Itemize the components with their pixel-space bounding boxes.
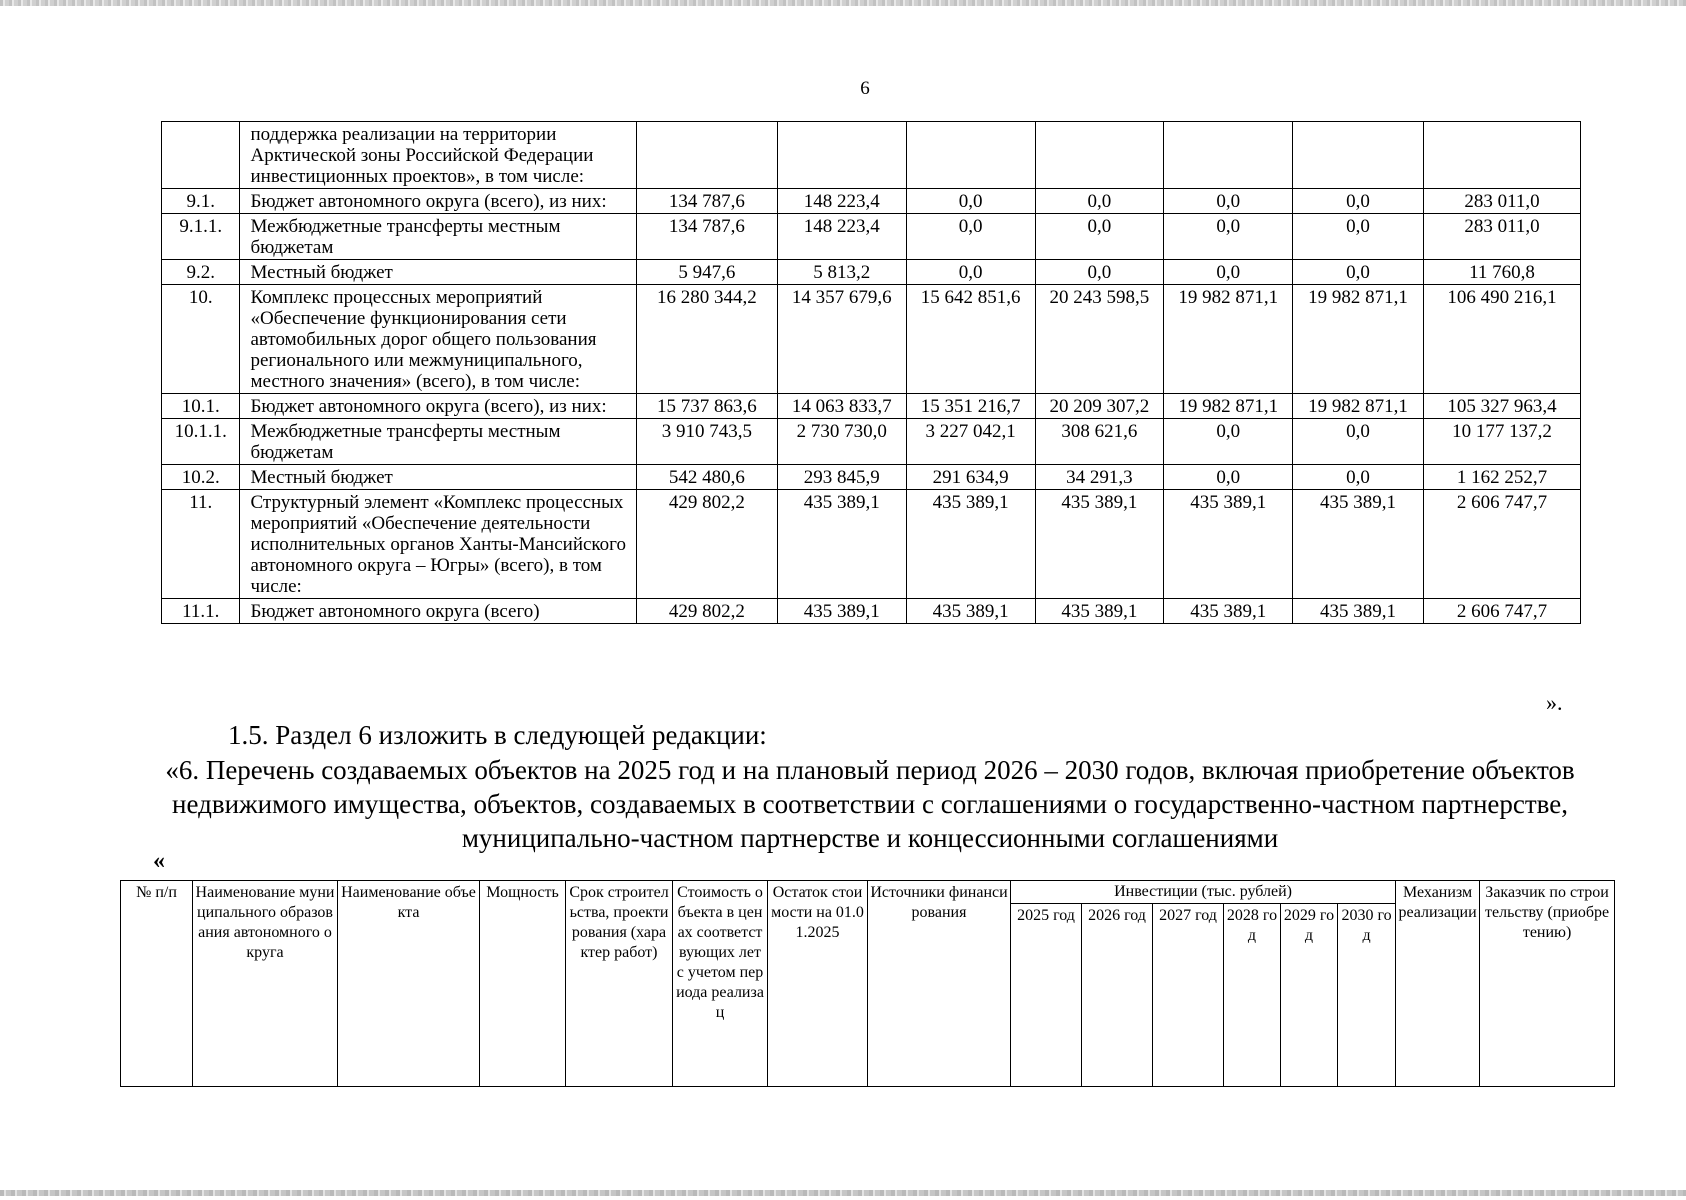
row-value: 0,0 bbox=[1293, 214, 1424, 260]
row-value: 0,0 bbox=[906, 214, 1035, 260]
row-value bbox=[1164, 122, 1293, 189]
row-value: 542 480,6 bbox=[636, 465, 777, 490]
scan-edge-bottom bbox=[0, 1190, 1686, 1196]
row-value: 0,0 bbox=[1035, 214, 1164, 260]
row-value: 435 389,1 bbox=[1293, 490, 1424, 599]
table-row bbox=[162, 599, 1581, 624]
scan-edge-top bbox=[0, 0, 1686, 6]
row-value: 291 634,9 bbox=[906, 465, 1035, 490]
table-row bbox=[162, 394, 1581, 419]
header-year: 2025 год bbox=[1011, 904, 1082, 1087]
row-description: Структурный элемент «Комплекс процессных мероприятий «Обеспечение деятельности исполнительных органов Ханты-Мансийского автономного округа – Югры» (всего), в том числе: bbox=[240, 490, 637, 599]
header-year: 2029 год bbox=[1281, 904, 1338, 1087]
row-value: 0,0 bbox=[906, 260, 1035, 285]
row-value: 2 606 747,7 bbox=[1423, 490, 1580, 599]
amendment-line: 1.5. Раздел 6 изложить в следующей редакции: bbox=[228, 720, 767, 750]
row-value: 435 389,1 bbox=[1293, 599, 1424, 624]
row-value: 3 910 743,5 bbox=[636, 419, 777, 465]
row-value: 16 280 344,2 bbox=[636, 285, 777, 394]
row-description: Бюджет автономного округа (всего), из них: bbox=[240, 189, 637, 214]
row-value bbox=[636, 122, 777, 189]
row-number: 11. bbox=[162, 490, 240, 599]
row-value: 0,0 bbox=[1293, 260, 1424, 285]
row-value: 0,0 bbox=[1164, 419, 1293, 465]
row-value: 429 802,2 bbox=[636, 490, 777, 599]
objects-table bbox=[120, 880, 1615, 1087]
section-heading: «6. Перечень создаваемых объектов на 2025 год и на плановый период 2026 – 2030 годов, включая приобретение объектов недвижимого имущества, объектов, создаваемых в соответствии с соглашениями о государственно-частном партнерстве, муниципально-частном партнерстве и концессионными соглашениями bbox=[165, 755, 1575, 853]
row-value: 11 760,8 bbox=[1423, 260, 1580, 285]
header-num: № п/п bbox=[121, 881, 193, 1087]
row-value: 435 389,1 bbox=[777, 490, 906, 599]
row-description: Бюджет автономного округа (всего), из них: bbox=[240, 394, 637, 419]
row-value bbox=[1035, 122, 1164, 189]
row-value: 0,0 bbox=[1293, 465, 1424, 490]
header-funding-sources: Источники финансирования bbox=[868, 881, 1011, 1087]
row-number bbox=[162, 122, 240, 189]
row-value: 105 327 963,4 bbox=[1423, 394, 1580, 419]
row-description: Межбюджетные трансферты местным бюджетам bbox=[240, 419, 637, 465]
row-value: 0,0 bbox=[1164, 214, 1293, 260]
table-row bbox=[162, 419, 1581, 465]
row-value: 106 490 216,1 bbox=[1423, 285, 1580, 394]
table-row bbox=[162, 465, 1581, 490]
header-object-name: Наименование объекта bbox=[338, 881, 480, 1087]
row-value: 308 621,6 bbox=[1035, 419, 1164, 465]
row-value: 148 223,4 bbox=[777, 214, 906, 260]
row-value: 5 813,2 bbox=[777, 260, 906, 285]
table-row bbox=[162, 122, 1581, 189]
table-row bbox=[162, 285, 1581, 394]
row-value: 283 011,0 bbox=[1423, 189, 1580, 214]
row-value bbox=[777, 122, 906, 189]
row-value: 435 389,1 bbox=[1035, 490, 1164, 599]
row-value: 15 351 216,7 bbox=[906, 394, 1035, 419]
row-number: 9.1. bbox=[162, 189, 240, 214]
header-customer: Заказчик по строительству (приобретению) bbox=[1480, 881, 1615, 1087]
row-value: 2 606 747,7 bbox=[1423, 599, 1580, 624]
row-value: 435 389,1 bbox=[906, 490, 1035, 599]
row-description: Комплекс процессных мероприятий «Обеспечение функционирования сети автомобильных дорог общего пользования регионального или межмуниципального, местного значения» (всего), в том числе: bbox=[240, 285, 637, 394]
row-value bbox=[1423, 122, 1580, 189]
row-value: 435 389,1 bbox=[777, 599, 906, 624]
row-description: Местный бюджет bbox=[240, 465, 637, 490]
header-investments: Инвестиции (тыс. рублей) bbox=[1011, 881, 1396, 904]
row-value: 435 389,1 bbox=[1164, 599, 1293, 624]
row-description: поддержка реализации на территории Арктической зоны Российской Федерации инвестиционных проектов», в том числе: bbox=[240, 122, 637, 189]
row-value: 14 063 833,7 bbox=[777, 394, 906, 419]
row-value: 20 243 598,5 bbox=[1035, 285, 1164, 394]
header-construction-term: Срок строительства, проектирования (характер работ) bbox=[566, 881, 673, 1087]
row-value: 19 982 871,1 bbox=[1164, 394, 1293, 419]
row-value: 20 209 307,2 bbox=[1035, 394, 1164, 419]
row-value: 0,0 bbox=[906, 189, 1035, 214]
header-mechanism: Механизм реализации bbox=[1396, 881, 1480, 1087]
row-value: 293 845,9 bbox=[777, 465, 906, 490]
row-value: 5 947,6 bbox=[636, 260, 777, 285]
row-value: 10 177 137,2 bbox=[1423, 419, 1580, 465]
row-number: 9.2. bbox=[162, 260, 240, 285]
row-value: 134 787,6 bbox=[636, 214, 777, 260]
row-value: 15 642 851,6 bbox=[906, 285, 1035, 394]
page-number: 6 bbox=[860, 78, 870, 99]
row-value: 283 011,0 bbox=[1423, 214, 1580, 260]
row-value: 3 227 042,1 bbox=[906, 419, 1035, 465]
row-value: 435 389,1 bbox=[906, 599, 1035, 624]
table-row bbox=[162, 214, 1581, 260]
row-value: 435 389,1 bbox=[1164, 490, 1293, 599]
row-value: 134 787,6 bbox=[636, 189, 777, 214]
row-value: 15 737 863,6 bbox=[636, 394, 777, 419]
row-number: 10.1. bbox=[162, 394, 240, 419]
row-value: 0,0 bbox=[1035, 260, 1164, 285]
header-remaining-cost: Остаток стоимости на 01.01.2025 bbox=[768, 881, 868, 1087]
row-value: 2 730 730,0 bbox=[777, 419, 906, 465]
row-description: Межбюджетные трансферты местным бюджетам bbox=[240, 214, 637, 260]
header-object-cost: Стоимость объекта в ценах соответствующих лет с учетом периода реализац bbox=[673, 881, 768, 1087]
row-value bbox=[1293, 122, 1424, 189]
row-value: 1 162 252,7 bbox=[1423, 465, 1580, 490]
closing-quote: ». bbox=[1546, 690, 1563, 715]
header-year: 2026 год bbox=[1082, 904, 1153, 1087]
row-value: 429 802,2 bbox=[636, 599, 777, 624]
header-year: 2027 год bbox=[1153, 904, 1224, 1087]
row-value bbox=[906, 122, 1035, 189]
open-quote: « bbox=[153, 848, 165, 874]
financing-table bbox=[161, 121, 1581, 624]
header-year: 2028 год bbox=[1224, 904, 1281, 1087]
row-value: 0,0 bbox=[1293, 419, 1424, 465]
row-value: 0,0 bbox=[1035, 189, 1164, 214]
row-value: 14 357 679,6 bbox=[777, 285, 906, 394]
row-value: 34 291,3 bbox=[1035, 465, 1164, 490]
table-row bbox=[162, 189, 1581, 214]
row-description: Бюджет автономного округа (всего) bbox=[240, 599, 637, 624]
row-number: 11.1. bbox=[162, 599, 240, 624]
header-municipality: Наименование муниципального образования автономного округа bbox=[193, 881, 338, 1087]
header-year: 2030 год bbox=[1338, 904, 1396, 1087]
row-value: 148 223,4 bbox=[777, 189, 906, 214]
row-value: 0,0 bbox=[1164, 465, 1293, 490]
row-value: 435 389,1 bbox=[1035, 599, 1164, 624]
row-value: 19 982 871,1 bbox=[1293, 394, 1424, 419]
row-value: 0,0 bbox=[1293, 189, 1424, 214]
header-capacity: Мощность bbox=[480, 881, 566, 1087]
row-value: 0,0 bbox=[1164, 260, 1293, 285]
row-value: 0,0 bbox=[1164, 189, 1293, 214]
row-value: 19 982 871,1 bbox=[1293, 285, 1424, 394]
row-value: 19 982 871,1 bbox=[1164, 285, 1293, 394]
row-number: 9.1.1. bbox=[162, 214, 240, 260]
row-number: 10.1.1. bbox=[162, 419, 240, 465]
row-number: 10.2. bbox=[162, 465, 240, 490]
table-row bbox=[162, 490, 1581, 599]
table-row bbox=[162, 260, 1581, 285]
row-description: Местный бюджет bbox=[240, 260, 637, 285]
row-number: 10. bbox=[162, 285, 240, 394]
